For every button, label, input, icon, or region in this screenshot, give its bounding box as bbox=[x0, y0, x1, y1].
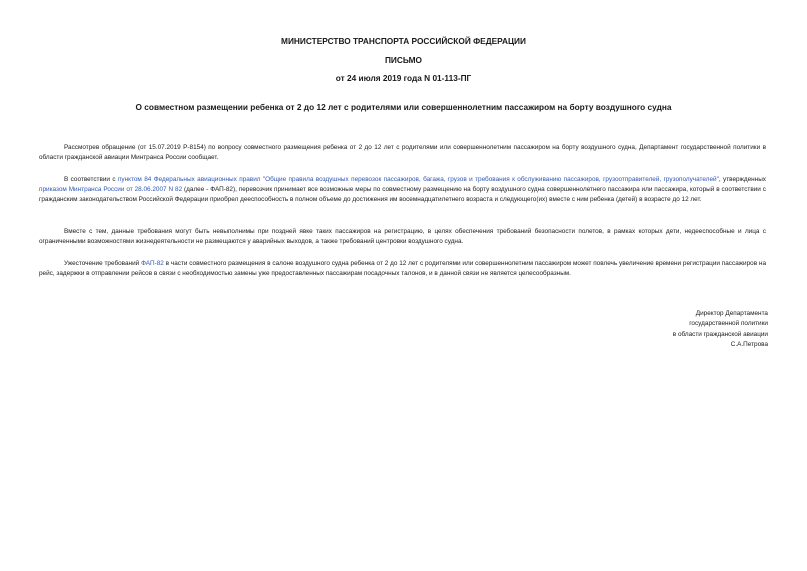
paragraph-4-text-before: Ужесточение требований bbox=[64, 260, 142, 267]
ministry-name: МИНИСТЕРСТВО ТРАНСПОРТА РОССИЙСКОЙ ФЕДЕРАЦИИ bbox=[281, 36, 526, 46]
fap-rules-point-84-link[interactable]: пунктом 84 Федеральных авиационных правил "Общие правила воздушных перевозок пассажиров, багажа, грузов и требования к обслуживанию пассажиров, грузоотправителей, грузополучателей" bbox=[117, 176, 719, 183]
paragraph-2 bbox=[39, 175, 766, 205]
paragraph-2-text-after: (далее - ФАП-82), перевозчик принимает все возможные меры по совместному размещению на борту воздушного судна совершеннолетнего пассажира или пассажира, который в соответствии с гражданским законодательством Российской Федерации приобрел дееспособность в полном объеме до достижения им восемнадцатилетнего возраста и следующего(их) вместе с ним ребенка (детей) в возрасте до 12 лет. bbox=[39, 186, 766, 203]
document-date-number: от 24 июля 2019 года N 01-113-ПГ bbox=[335, 73, 472, 83]
signatory-name: С.А.Петрова bbox=[730, 340, 768, 348]
signature-title-line-2: государственной политики bbox=[689, 320, 768, 328]
order-mintrans-82-link[interactable]: приказом Минтранса России от 28.06.2007 N 82 bbox=[39, 186, 183, 193]
signature-block bbox=[673, 309, 768, 350]
paragraph-1: Рассмотрев обращение (от 15.07.2019 Р-8154) по вопросу совместного размещения ребенка от 2 до 12 лет с родителями или совершеннолетним пассажиром на борту воздушного судна, Департамент государственной политики в области гражданской авиации Минтранса России сообщает. bbox=[39, 144, 766, 161]
signature-title-line-1: Директор Департамента bbox=[695, 310, 768, 317]
document-type: ПИСЬМО bbox=[384, 55, 423, 65]
paragraph-4 bbox=[39, 259, 766, 279]
paragraph-4-text-after: в части совместного размещения в салоне воздушного судна ребенка от 2 до 12 лет с родителями или совершеннолетним пассажиром может повлечь увеличение времени регистрации пассажиров на рейс, задержки в отправлении рейсов в связи с необходимостью замены уже предоставленных пассажирам посадочных талонов, и в данной связи не является целесообразным. bbox=[39, 260, 767, 277]
paragraph-2-text-mid: , утвержденных bbox=[718, 176, 766, 183]
signature-title-line-3: в области гражданской авиации bbox=[672, 330, 768, 338]
fap-82-link[interactable]: ФАП-82 bbox=[141, 260, 164, 267]
paragraph-2-text-before: В соответствии с bbox=[64, 176, 118, 183]
document-subject: О совместном размещении ребенка от 2 до 12 лет с родителями или совершеннолетним пассажиром на борту воздушного судна bbox=[135, 102, 672, 112]
paragraph-3: Вместе с тем, данные требования могут быть невыполнимы при поздней явке таких пассажиров на регистрацию, в целях обеспечения требований безопасности полетов, в рамках которых дети, недееспособные и лица с ограниченными возможностями жизнедеятельности не размещаются у аварийных выходов, а также требований центровки воздушного судна. bbox=[39, 228, 766, 245]
